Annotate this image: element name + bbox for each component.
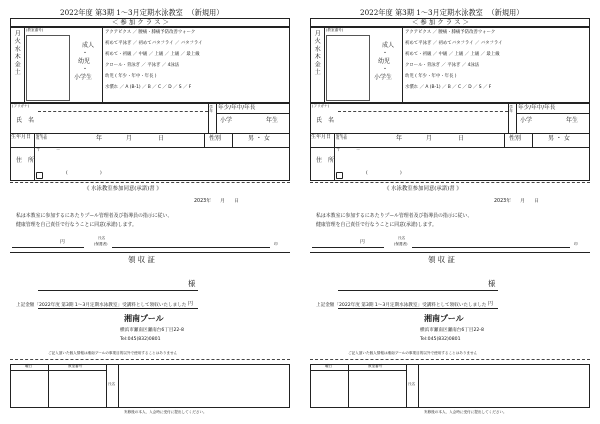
- consent-body-line-2: 健康管理を自己責任で行なうことに同意(承諾)します。: [316, 222, 437, 228]
- consent-date: 2023年 月 日: [194, 199, 239, 204]
- receipt-heading: 領 収 証: [428, 255, 455, 264]
- furigana-label: (フリガナ): [12, 104, 29, 108]
- consent-body-line-1: 私は本教室に参加するにあたりプール管理者及び指導員の指示に従い、: [16, 213, 173, 219]
- receipt-heading: 領 収 証: [128, 255, 155, 264]
- class-number-label: (教室番号): [26, 28, 44, 32]
- school-label: 小学: [220, 117, 233, 124]
- phone-input[interactable]: [44, 170, 194, 179]
- school-label: 小学: [520, 117, 533, 124]
- grade-label: 年生: [566, 117, 579, 124]
- issuer-name: 湘南プール: [124, 313, 164, 323]
- receipt-statement: 上記金額「2022年度 第3期 1～3月定期水泳教室」受講料として領収いたしました: [316, 303, 487, 308]
- class-heading: ＜ 参 加 ク ラ ス ＞: [112, 18, 169, 26]
- postal-icon: 〒: [336, 148, 341, 153]
- era-options: 昭和 平成 令和: [336, 133, 347, 141]
- gender-options[interactable]: 男 ・ 女: [548, 135, 570, 142]
- course-line-1: アクアビクス ／ 腰痛・膝痛予防改善ウォーク: [105, 30, 196, 35]
- day-list: 月火水木金土: [13, 30, 21, 77]
- privacy-note: ご記入頂いた個人情報は湘南プールの事業目的以外で使用することはありません: [48, 351, 178, 355]
- course-line-4: クロール・背泳ぎ ／ 平泳ぎ ／ 4泳法: [405, 63, 480, 68]
- class-number-label: (教室番号): [326, 28, 344, 32]
- phone-input[interactable]: [344, 170, 494, 179]
- receipt-statement: 上記金額「2022年度 第3期 1～3月定期水泳教室」受講料として領収いたしました: [16, 303, 187, 308]
- course-line-3: 初めて・初級 ／ 中級 ／ 上級 ／ 上級 ／ 最上級: [405, 52, 500, 57]
- course-line-5: 幼児 ( 年少・年中・年長 ): [105, 74, 157, 79]
- category-infant: 幼児: [378, 58, 391, 65]
- grade-options: 年少/年中/年長: [218, 105, 256, 111]
- course-line-5: 幼児 ( 年少・年中・年長 ): [405, 74, 457, 79]
- guardian-signature-input[interactable]: [412, 234, 562, 246]
- address-label: 住 所: [316, 157, 335, 164]
- grade-label: 年生: [266, 117, 279, 124]
- privacy-note: ご記入頂いた個人情報は湘南プールの事業目的以外で使用することはありません: [348, 351, 478, 355]
- course-line-6: 水慣れ ／ A (B-1) ／ B ／ C ／ D ／ S ／ F: [105, 85, 192, 90]
- class-number-input[interactable]: [326, 35, 370, 101]
- course-line-6: 水慣れ ／ A (B-1) ／ B ／ C ／ D ／ S ／ F: [405, 85, 492, 90]
- consent-heading: 《 水泳教室参加同意(承諾)書 》: [384, 186, 462, 192]
- name-input[interactable]: [42, 114, 206, 130]
- course-line-2: 初めて平泳ぎ ／ 初めてバタフライ ／ バタフライ: [105, 41, 203, 46]
- category-adult: 成人: [382, 42, 395, 49]
- bottom-note: 実修後の本人、入会時に受付に提出してください。: [424, 410, 507, 414]
- category-adult: 成人: [82, 42, 95, 49]
- name-label: 氏 名: [316, 117, 335, 124]
- bottom-note: 実修後の本人、入会時に受付に提出してください。: [124, 410, 207, 414]
- issuer-tel: Tel:045(832)0801: [420, 337, 461, 342]
- course-line-1: アクアビクス ／ 腰痛・膝痛予防改善ウォーク: [405, 30, 496, 35]
- era-options: 昭和 平成 令和: [36, 133, 47, 141]
- guardian-signature-input[interactable]: [112, 234, 262, 246]
- gender-options[interactable]: 男 ・ 女: [248, 135, 270, 142]
- course-line-2: 初めて平泳ぎ ／ 初めてバタフライ ／ バタフライ: [405, 41, 503, 46]
- course-line-4: クロール・背泳ぎ ／ 平泳ぎ ／ 4泳法: [105, 63, 180, 68]
- name-label: 氏 名: [16, 117, 35, 124]
- gender-label: 性別: [209, 135, 222, 142]
- grade-options: 年少/年中/年長: [518, 105, 556, 111]
- gender-label: 性別: [509, 135, 522, 142]
- address-input[interactable]: [36, 156, 286, 170]
- category-elementary: 小学生: [374, 74, 393, 81]
- consent-body-line-2: 健康管理を自己責任で行なうことに同意(承諾)します。: [16, 222, 137, 228]
- phone-icon: [36, 172, 43, 179]
- issuer-address: 横浜市瀬南区瀬南台6丁目22-8: [120, 328, 184, 333]
- birthdate-label: 生年月日: [311, 134, 332, 140]
- postal-icon: 〒: [36, 148, 41, 153]
- application-form-right: 2022年度 第3期 1～3月定期水泳教室 （新規用） ＜ 参 加 ク ラ ス ＞ 月火水木金土 (教室番号) 成人 ・ 幼児 ・ 小学生 アクアビクス ／ 腰痛・膝痛予防改善ウォーク 初めて平泳ぎ ／ 初めてバタフライ ／ バタフライ 初めて・初級 ／ 中級 ／ 上級 ／ 上級 ／ 最上級 クロール・背泳ぎ ／ 平泳ぎ ／ 4泳法 幼児 ( 年少・年中・年長 ) 水慣れ ／ A (B-1) ／ B ／ C ／ D ／ S ／ F (フリガナ) 学年 年少/年中/年長 氏 名 小学 年生 生年月日 昭和 平成 令和 年 月 日 性別 男 ・ 女 住 所 〒 － ( ) 《 水泳教室参加同意(承諾)書 》 2023年 月 日 私は本教室に参加するにあたりプール管理者及び指導員の指示に従い、 健康管理を自己責任で行なうことに同意(承諾)します。 円 氏名 (保護者) 印 領 収 証 様 円 上記金額「2022年度 第3期 1～3月定期水泳教室」受講料として領収いたしました 湘南プール 横浜市瀬南区瀬南台6丁目22-8 Tel:045(832)0801 ご記入頂いた個人情報は湘南プールの事業目的以外で使用することはありません 曜日 教室番号 氏名 実修後の本人、入会時に受付に提出してください。: [308, 4, 592, 420]
- issuer-name: 湘南プール: [424, 313, 464, 323]
- class-number-input[interactable]: [26, 35, 70, 101]
- consent-date: 2023年 月 日: [494, 199, 539, 204]
- phone-icon: [336, 172, 343, 179]
- class-heading: ＜ 参 加 ク ラ ス ＞: [412, 18, 469, 26]
- day-list: 月火水木金土: [313, 30, 321, 77]
- issuer-tel: Tel:045(832)0801: [120, 337, 161, 342]
- seal-mark: 印: [274, 242, 278, 246]
- address-label: 住 所: [16, 157, 35, 164]
- seal-mark: 印: [574, 242, 578, 246]
- address-input[interactable]: [336, 156, 586, 170]
- name-input[interactable]: [342, 114, 506, 130]
- application-form-left: 2022年度 第3期 1～3月定期水泳教室 （新規用） ＜ 参 加 ク ラ ス ＞ 月火水木金土 (教室番号) 成人 ・ 幼児 ・ 小学生 アクアビクス ／ 腰痛・膝痛予防改善ウォーク 初めて平泳ぎ ／ 初めてバタフライ ／ バタフライ 初めて・初級 ／ 中級 ／ 上級 ／ 上級 ／ 最上級 クロール・背泳ぎ ／ 平泳ぎ ／ 4泳法 幼児 ( 年少・年中・年長 ) 水慣れ ／ A (B-1) ／ B ／ C ／ D ／ S ／ F (フリガナ) 学年 年少/年中/年長 氏 名 小学 年生 生年月日 昭和 平成 令和 年 月 日 性別 男 ・ 女 住 所 〒 － ( ) 《 水泳教室参加同意(承諾)書 》 2023年 月 日 私は本教室に参加するにあたりプール管理者及び指導員の指示に従い、 健康管理を自己責任で行なうことに同意(承諾)します。 円 氏名 (保護者) 印 領 収 証 様 円 上記金額「2022年度 第3期 1～3月定期水泳教室」受講料として領収いたしました 湘南プール 横浜市瀬南区瀬南台6丁目22-8 Tel:045(832)0801 ご記入頂いた個人情報は湘南プールの事業目的以外で使用することはありません 曜日 教室番号 氏名 実修後の本人、入会時に受付に提出してください。: [8, 4, 292, 420]
- consent-heading: 《 水泳教室参加同意(承諾)書 》: [84, 186, 162, 192]
- furigana-label: (フリガナ): [312, 104, 329, 108]
- category-elementary: 小学生: [74, 74, 93, 81]
- issuer-address: 横浜市瀬南区瀬南台6丁目22-8: [420, 328, 484, 333]
- consent-body-line-1: 私は本教室に参加するにあたりプール管理者及び指導員の指示に従い、: [316, 213, 473, 219]
- form-title: 2022年度 第3期 1～3月定期水泳教室 （新規用）: [360, 8, 524, 17]
- form-title: 2022年度 第3期 1～3月定期水泳教室 （新規用）: [60, 8, 224, 17]
- course-line-3: 初めて・初級 ／ 中級 ／ 上級 ／ 上級 ／ 最上級: [105, 52, 200, 57]
- category-infant: 幼児: [78, 58, 91, 65]
- birthdate-label: 生年月日: [11, 134, 32, 140]
